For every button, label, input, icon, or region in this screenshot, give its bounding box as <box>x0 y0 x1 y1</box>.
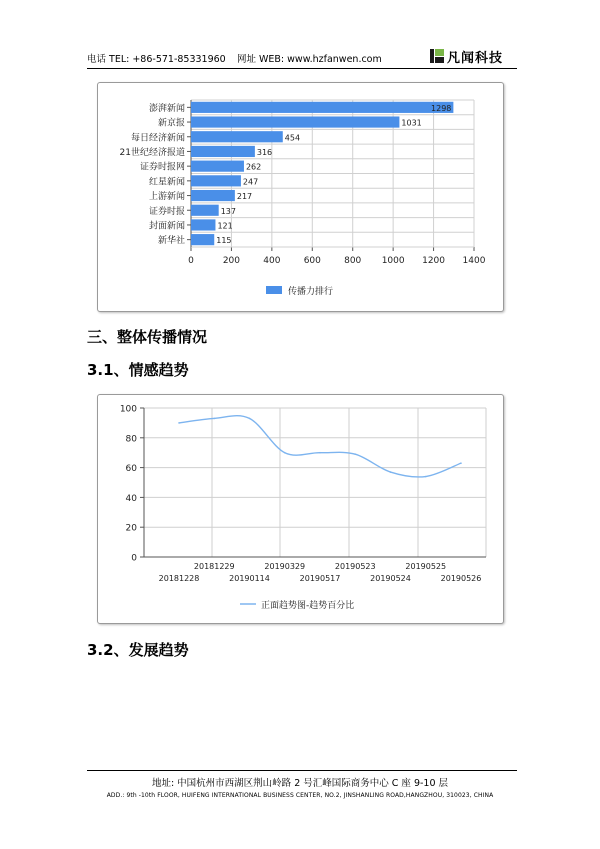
data-point <box>249 418 251 420</box>
category-label: 21世纪经济报道 <box>119 147 185 158</box>
data-label: 1031 <box>401 118 422 128</box>
y-tick-label: 80 <box>125 434 137 445</box>
bar <box>191 131 283 142</box>
data-label: 316 <box>256 147 273 157</box>
x-tick-label: 20190329 <box>264 562 306 571</box>
x-tick-label: 20181229 <box>193 562 235 571</box>
bar <box>191 234 214 245</box>
x-tick-label: 20190517 <box>299 574 341 583</box>
legend-label: 传播力排行 <box>288 287 334 297</box>
data-point <box>319 452 321 454</box>
bar <box>191 102 453 113</box>
bar <box>191 175 241 186</box>
category-label: 证券时报 <box>148 206 185 217</box>
data-label: 247 <box>242 177 259 187</box>
category-label: 上游新闻 <box>148 192 185 203</box>
bar <box>191 190 235 201</box>
section-heading-sentiment: 3.1、情感趋势 <box>87 361 189 379</box>
bar <box>191 116 399 127</box>
category-label: 封面新闻 <box>148 221 185 232</box>
page-header <box>87 47 517 67</box>
category-label: 证券时报网 <box>139 162 185 173</box>
sentiment-trend-chart-svg <box>98 395 503 623</box>
data-label: 262 <box>245 162 262 172</box>
x-tick-label: 0 <box>188 256 194 266</box>
data-point <box>460 462 462 464</box>
company-logo <box>430 47 503 65</box>
data-label: 1298 <box>431 103 452 113</box>
x-tick-label: 20190114 <box>229 574 270 583</box>
category-label: 新京报 <box>157 118 185 129</box>
x-tick-label: 20190526 <box>440 574 482 583</box>
header-divider <box>87 68 517 69</box>
data-label: 454 <box>284 133 301 143</box>
x-tick-label: 1000 <box>381 256 405 266</box>
data-point <box>425 476 427 478</box>
x-tick-label: 800 <box>344 256 362 266</box>
category-label: 红星新闻 <box>148 177 185 188</box>
x-tick-label: 1200 <box>422 256 446 266</box>
data-label: 217 <box>236 192 253 202</box>
y-tick-label: 100 <box>119 404 137 415</box>
logo-mark-icon <box>430 49 444 63</box>
x-tick-label: 20190524 <box>370 574 411 583</box>
y-tick-label: 0 <box>131 553 137 564</box>
x-tick-label: 20190525 <box>405 562 447 571</box>
y-tick-label: 20 <box>125 523 137 534</box>
logo-text: 凡闻科技 <box>447 50 504 66</box>
data-point <box>284 452 286 454</box>
data-point <box>178 422 180 424</box>
x-tick-label: 20190523 <box>334 562 376 571</box>
x-tick-label: 200 <box>222 256 241 266</box>
footer-address-cn: 地址: 中国杭州市西湖区荆山岭路 2 号汇峰国际商务中心 C 座 9-10 层 <box>151 778 449 789</box>
data-label: 137 <box>220 206 236 216</box>
x-tick-label: 1400 <box>462 256 486 266</box>
data-point <box>213 418 215 420</box>
spread-ranking-chart <box>97 82 504 312</box>
x-tick-label: 20181228 <box>158 574 200 583</box>
section-heading-development: 3.2、发展趋势 <box>87 641 189 659</box>
header-tel: 电话 TEL: +86-571-85331960 <box>87 54 226 65</box>
section-heading-overall: 三、整体传播情况 <box>87 328 208 346</box>
category-label: 新华社 <box>157 236 185 247</box>
y-tick-label: 40 <box>125 493 137 504</box>
bar <box>191 205 219 216</box>
footer-address-en: ADD.: 9th -10th FLOOR, HUIFENG INTERNATIONAL BUSINESS CENTER, NO.2, JINSHANLING ROAD,HANGZHOU, 310023, CHINA <box>106 792 494 799</box>
data-point <box>354 453 356 455</box>
sentiment-trend-chart <box>97 394 504 624</box>
legend-label: 正面趋势图-趋势百分比 <box>261 601 355 611</box>
bar <box>191 161 244 172</box>
y-tick-label: 60 <box>125 464 137 475</box>
header-web: 网址 WEB: www.hzfanwen.com <box>237 54 382 65</box>
legend-swatch <box>266 286 282 294</box>
data-point <box>390 471 392 473</box>
category-label: 澎湃新闻 <box>148 103 185 114</box>
spread-ranking-chart-svg <box>98 83 503 311</box>
bar <box>191 219 215 230</box>
x-tick-label: 600 <box>303 256 321 266</box>
x-tick-label: 400 <box>263 256 281 266</box>
bar <box>191 146 255 157</box>
category-label: 每日经济新闻 <box>130 133 185 144</box>
data-label: 115 <box>216 236 232 246</box>
footer-divider <box>87 770 517 771</box>
data-label: 121 <box>217 221 233 231</box>
